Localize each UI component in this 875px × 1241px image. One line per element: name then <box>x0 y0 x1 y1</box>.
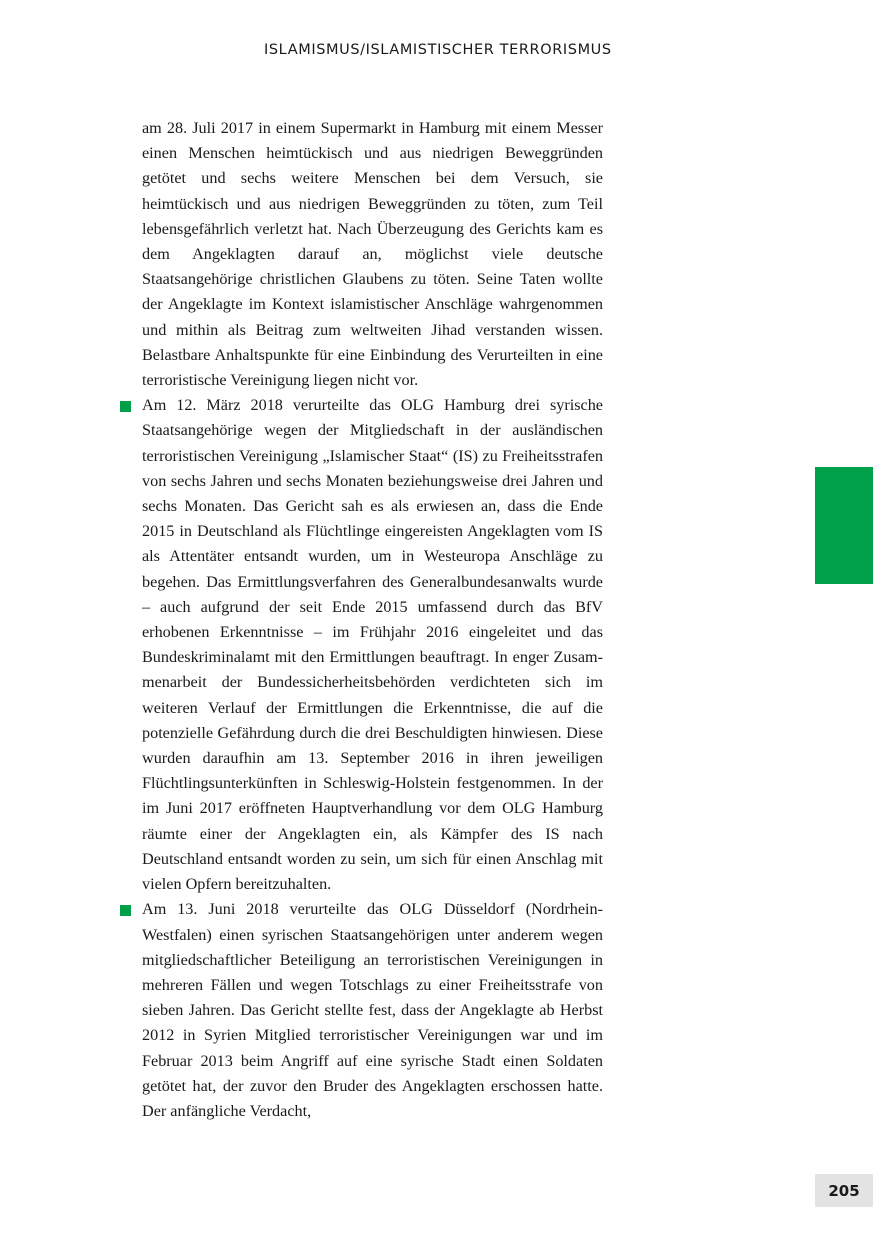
bullet-square-icon <box>120 401 131 412</box>
bullet-square-icon <box>120 905 131 916</box>
bullet-paragraph-olg-hamburg <box>142 393 603 897</box>
page-number-box <box>815 1174 873 1207</box>
bullet-paragraph-text: Am 13. Juni 2018 verurteilte das OLG Düsseldorf (Nordrhein-Westfalen) einen syrischen Staatsangehörigen unter anderem wegen mitgliedschaftlicher Beteiligung an terroristischen Vereinigungen in mehreren Fällen und wegen Totschlags zu einer Freiheitsstrafe von sieben Jahren. Das Gericht stellte fest, dass der Angeklagte ab Herbst 2012 in Syrien Mitglied terroristischer Vereinigungen war und im Februar 2013 beim Angriff auf eine syrische Stadt einen Soldaten getötet hat, der zuvor den Bruder des Angeklagten erschossen hatte. Der anfängliche Verdacht, <box>142 900 603 1120</box>
paragraph-continuation: am 28. Juli 2017 in einem Supermarkt in Hamburg mit einem Messer einen Menschen heimtückisch und aus niedrigen Beweggründen getötet und sechs weitere Menschen bei dem Versuch, sie heimtückisch und aus niedrigen Beweggründen zu töten, zum Teil lebensgefährlich verletzt hat. Nach Überzeugung des Gerichts kam es dem Angeklagten darauf an, möglichst viele deutsche Staatsangehörige christlichen Glaubens zu töten. Seine Taten wollte der Angeklagte im Kontext islamistischer Anschläge wahrgenommen und mithin als Beitrag zum weltweiten Jihad verstanden wissen. Belastbare Anhaltspunkte für eine Einbindung des Verurteilten in eine terroristische Vereinigung liegen nicht vor. <box>142 119 603 390</box>
chapter-side-tab <box>815 467 873 584</box>
running-header-title: ISLAMISMUS/ISLAMISTISCHER TERRORISMUS <box>264 42 612 58</box>
body-text <box>142 116 603 1124</box>
page-number: 205 <box>828 1181 860 1200</box>
bullet-paragraph-text: Am 12. März 2018 verurteilte das OLG Hamburg drei syrische Staatsangehörige wegen der Mitgliedschaft in der ausländischen terroristischen Vereinigung „Islamischer Staat“ (IS) zu Freiheitsstrafen von sechs Jahren und sechs Monaten beziehungsweise drei Jahren und sechs Monaten. Das Gericht sah es als erwiesen an, dass die Ende 2015 in Deutschland als Flüchtlinge eingereisten Angeklagten vom IS als Attentäter entsandt wurden, um in Westeuropa Anschläge zu begehen. Das Ermittlungsverfahren des Generalbundesanwalts wurde – auch aufgrund der seit Ende 2015 umfassend durch das BfV erhobenen Erkenntnisse – im Frühjahr 2016 eingeleitet und das Bundeskriminalamt mit den Ermittlungen beauftragt. In enger Zusammenarbeit der Bundessicherheitsbehörden verdichteten sich im weiteren Verlauf der Ermittlungen die Erkenntnisse, die auf die potenzielle Gefährdung durch die drei Beschuldigten hinwiesen. Diese wurden daraufhin am 13. September 2016 in ihren jeweiligen Flüchtlingsunterkünften in Schleswig-Holstein festgenommen. In der im Juni 2017 eröffneten Hauptverhandlung vor dem OLG Hamburg räumte einer der Angeklagten ein, als Kämpfer des IS nach Deutschland entsandt worden zu sein, um sich für einen Anschlag mit vielen Opfern bereitzuhalten. <box>142 396 603 894</box>
bullet-paragraph-olg-duesseldorf <box>142 897 603 1124</box>
